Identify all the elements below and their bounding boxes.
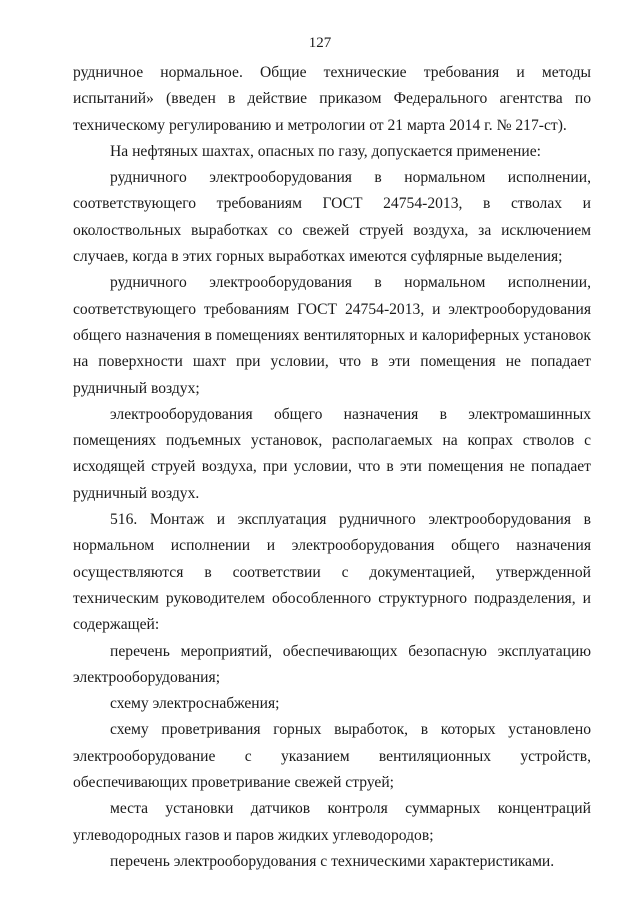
paragraph-5: электрооборудования общего назначения в электромашинных помещениях подъемных установок, располагаемых на копрах стволов с исходящей струей воздуха, при условии, что в эти помещения не попадает рудничный воздух. [73, 405, 591, 502]
paragraph-1: рудничное нормальное. Общие технические требования и методы испытаний» (введен в действие приказом Федерального агентства по техническому регулированию и метрологии от 21 марта 2014 г. № 217-ст). [73, 64, 591, 134]
paragraph-2: На нефтяных шахтах, опасных по газу, допускается применение: [110, 142, 541, 160]
paragraph-4: рудничного электрооборудования в нормальном исполнении, соответствующего требованиям ГОСТ 24754-2013, и электрооборудования общего назначения в помещениях вентиляторных и калориферных установок на поверхности шахт при условии, что в эти помещения не попадает рудничный воздух; [73, 274, 591, 397]
paragraph-9: схему проветривания горных выработок, в которых установлено электрооборудование с указанием вентиляционных устройств, обеспечивающих проветривание свежей струей; [73, 721, 591, 792]
paragraph-7: перечень мероприятий, обеспечивающих безопасную эксплуатацию электрооборудования; [73, 642, 591, 686]
paragraph-11: перечень электрооборудования с техническими характеристиками. [110, 852, 555, 870]
paragraph-10: места установки датчиков контроля суммарных концентраций углеводородных газов и паров жидких углеводородов; [73, 800, 591, 844]
paragraph-3: рудничного электрооборудования в нормальном исполнении, соответствующего требованиям ГОСТ 24754-2013, в стволах и околоствольных выработках со свежей струей воздуха, за исключением случаев, когда в этих горных выработках имеются суфлярные выделения; [73, 169, 591, 266]
paragraph-8: схему электроснабжения; [110, 695, 280, 713]
paragraph-6: 516. Монтаж и эксплуатация рудничного электрооборудования в нормальном исполнении и электрооборудования общего назначения осуществляются в соответствии с документацией, утвержденной техническим руководителем обособленного структурного подразделения, и содержащей: [73, 511, 591, 634]
page-number: 127 [308, 35, 332, 51]
document-body [73, 60, 591, 875]
